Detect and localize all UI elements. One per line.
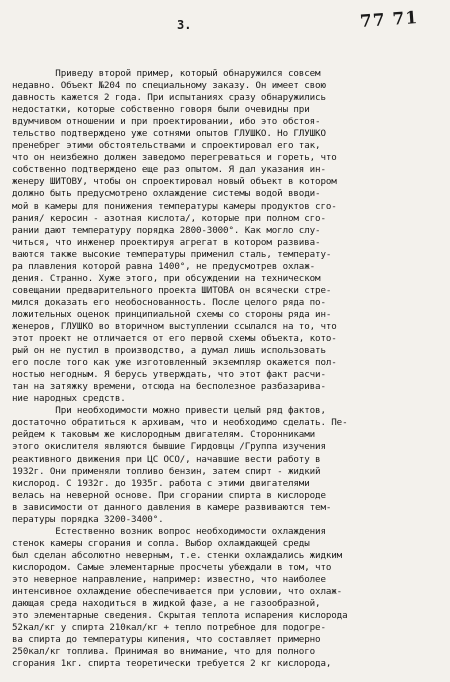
text-line: совещании предварительного проекта ШИТОВА он всячески стре- xyxy=(12,284,332,296)
text-line: рый он не пустил в производство, а думал лишь использовать xyxy=(12,345,326,357)
text-line: в зависимости от данного давления в камере развиваются тем- xyxy=(12,501,332,513)
page-number: 3. xyxy=(177,18,192,32)
text-line: достаточно обратиться к архивам, что и необходимо сделать. Пе- xyxy=(12,417,348,429)
text-line: ние народных средств. xyxy=(12,393,126,405)
handwritten-page-mark: 77 71 xyxy=(359,7,419,33)
text-line: ложительных оценок принципиальной схемы со стороны ряда ин- xyxy=(12,308,332,320)
text-line: этот проект не отличается от его первой схемы объекта, кото- xyxy=(12,333,337,345)
text-line: ра плавления которой равна 1400°, не предусмотрев охлаж- xyxy=(12,260,316,272)
text-line: рейдем к таковым же кислородным двигателям. Сторонниками xyxy=(12,429,316,441)
text-line: сгорания 1кг. спирта теоретически требуется 2 кг кислорода, xyxy=(12,658,332,670)
text-line: это неверное направление, например: известно, что наиболее xyxy=(12,573,326,585)
text-line: женеров, ГЛУШКО во вторичном выступлении ссылался на то, что xyxy=(12,320,337,332)
document-body xyxy=(12,68,442,670)
text-line: 250кал/кг топлива. Принимая во внимание, что для полного xyxy=(12,646,316,658)
text-line: дающая среда находиться в жидкой фазе, а не газообразной, xyxy=(12,598,321,610)
text-line: Приведу второй пример, который обнаружился совсем xyxy=(12,68,321,79)
text-line: собственно подтверждено еще раз опытом. Я дал указания ин- xyxy=(12,164,326,176)
text-line: кислород. С 1932г. до 1935г. работа с этими двигателями xyxy=(12,477,310,489)
text-line: пературы порядка 3200-3400°. xyxy=(12,513,164,525)
text-line: рании дают температуру порядка 2800-3000°. Как могло слу- xyxy=(12,224,321,236)
text-line: 1932г. Они применяли топливо бензин, затем спирт - жидкий xyxy=(12,465,321,477)
text-line: женеру ШИТОВУ, чтобы он спроектировал новый объект в котором xyxy=(12,176,337,188)
text-line: его после того как уже изготовленный экземпляр окажется пол- xyxy=(12,357,337,369)
text-line: реактивного движения при ЦС ОСО/, начавшие вести работу в xyxy=(12,453,321,465)
text-line: это элементарные сведения. Скрытая теплота испарения кислорода xyxy=(12,610,348,622)
text-line: Естественно возник вопрос необходимости охлаждения xyxy=(12,525,326,537)
text-line: вдумчивом отношении и при проектировании, ибо это обстоя- xyxy=(12,116,321,128)
text-line: давность кажется 2 года. При испытаниях сразу обнаружились xyxy=(12,92,326,104)
text-line: 52кал/кг у спирта 210кал/кг + тепло потребное для подогре- xyxy=(12,622,326,634)
text-line: ностью негодным. Я берусь утверждать, что этот факт расчи- xyxy=(12,369,326,381)
text-line: что он неизбежно должен заведомо перегреваться и гореть, что xyxy=(12,152,337,164)
text-line: тельство подтверждено уже сотнями опытов ГЛУШКО. Но ГЛУШКО xyxy=(12,128,326,140)
text-line: кислородом. Самые элементарные просчеты убеждали в том, что xyxy=(12,561,332,573)
text-line: тан на затяжку времени, отсюда на бесполезное разбазарива- xyxy=(12,381,326,393)
text-line: интенсивное охлаждение обеспечивается при условии, что охлаж- xyxy=(12,586,343,598)
text-line: был сделан абсолютно неверным, т.е. стенки охлаждались жидким xyxy=(12,549,343,561)
text-line: ваются также высокие температуры применил сталь, температу- xyxy=(12,248,332,260)
text-line: этого окислителя являются бывшие Гирдовцы /Группа изучения xyxy=(12,441,326,453)
text-line: читься, что инженер проектируя агрегат в котором развива- xyxy=(12,236,321,248)
text-line: При необходимости можно привести целый ряд фактов, xyxy=(12,405,326,417)
text-line: стенок камеры сгорания и сопла. Выбор охлаждающей среды xyxy=(12,537,310,549)
text-line: ва спирта до температуры кипения, что составляет примерно xyxy=(12,634,321,646)
text-line: мился доказать его необоснованность. После целого ряда по- xyxy=(12,296,326,308)
text-line: рания/ керосин - азотная кислота/, которые при полном сго- xyxy=(12,212,326,224)
text-line: дения. Странно. Хуже этого, при обсуждении на техническом xyxy=(12,272,321,284)
text-line: должно быть предусмотрено охлаждение системы водой вводи- xyxy=(12,188,321,200)
text-line: пренебрег этими обстоятельствами и спроектировал его так, xyxy=(12,140,321,152)
text-line: недостатки, которые собственно говоря были очевидны при xyxy=(12,104,310,116)
text-line: недавно. Объект №204 по специальному заказу. Он имеет свою xyxy=(12,80,326,92)
text-line: велась на неверной основе. При сгорании спирта в кислороде xyxy=(12,489,326,501)
text-line: мой в камеры для понижения температуры камеры продуктов сго- xyxy=(12,200,337,212)
